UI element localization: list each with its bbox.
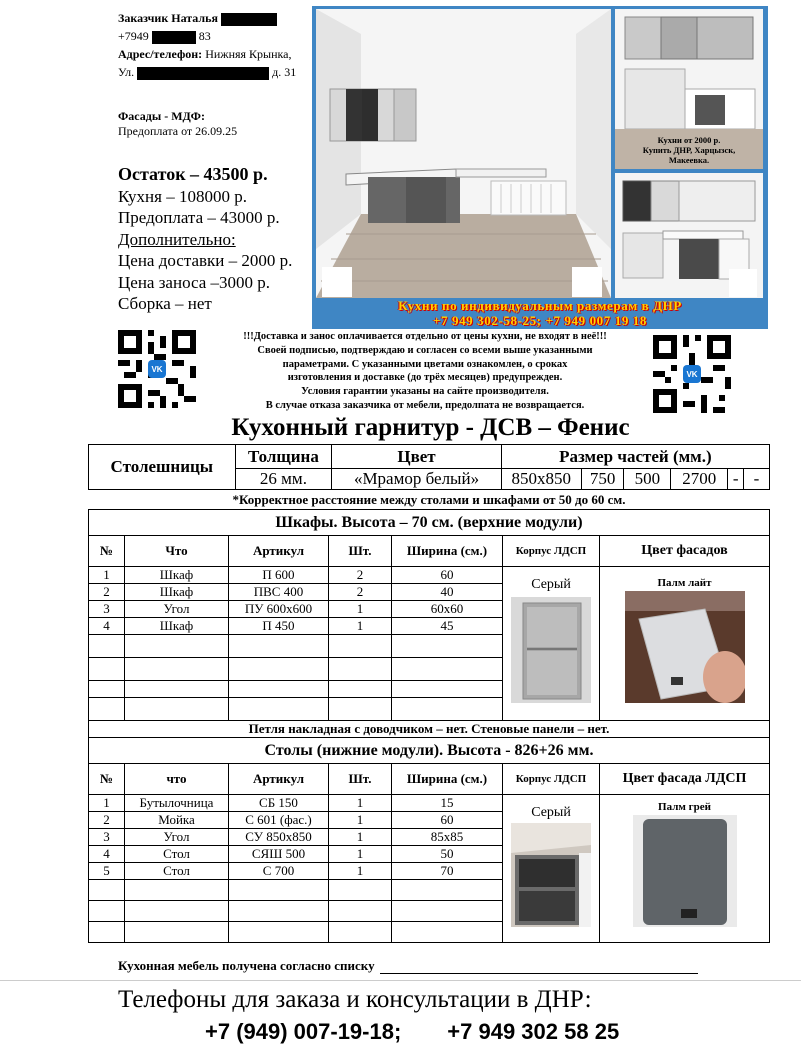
phone-prefix: +7949	[118, 29, 149, 43]
cell: 60	[392, 812, 503, 829]
cell: ПВС 400	[229, 584, 329, 601]
body-swatch-cell	[503, 567, 600, 721]
col-qty: Шт.	[329, 764, 392, 795]
vk-icon: VK	[683, 365, 701, 383]
footer-line1: Телефоны для заказа и консультации в ДНР:	[118, 986, 592, 1013]
prepay-date: Предоплата от 26.09.25	[118, 124, 238, 138]
qr-code-left	[118, 330, 196, 408]
received-line	[118, 958, 738, 974]
col-body: Корпус ЛДСП	[503, 764, 600, 795]
cell: Стол	[125, 863, 229, 880]
cell: 70	[392, 863, 503, 880]
color-value: «Мрамор белый»	[332, 469, 501, 490]
size-part: -	[743, 469, 769, 490]
cell: 1	[89, 567, 125, 584]
kitchen-render-main	[316, 9, 611, 298]
carry-price: Цена заноса –3000 р.	[118, 272, 271, 292]
sticker-line2: Купить ДНР, Харцызск,	[642, 145, 736, 155]
notice-line1: !!!Доставка и занос оплачивается отдельно от цены кухни, не входят в неё!!!	[243, 331, 607, 342]
kitchen-render-bottom	[615, 173, 763, 298]
cell: 2	[89, 584, 125, 601]
additional-label: Дополнительно:	[118, 229, 236, 249]
body-color: Серый	[531, 577, 571, 592]
cell: Угол	[125, 601, 229, 618]
sticker	[615, 135, 763, 165]
totals-block	[118, 164, 292, 315]
col-num: №	[89, 536, 125, 567]
cell: 50	[392, 846, 503, 863]
qr-code-right	[653, 335, 731, 413]
prepayment: Предоплата – 43000 р.	[118, 208, 280, 227]
cell: 1	[329, 863, 392, 880]
color-header: Цвет	[332, 445, 501, 469]
col-what: Что	[125, 536, 229, 567]
notice-block	[205, 330, 645, 413]
assembly: Сборка – нет	[118, 294, 212, 313]
cell: 1	[329, 829, 392, 846]
balance: Остаток – 43500 р.	[118, 164, 268, 184]
cabinet-photo	[511, 823, 591, 927]
cell: 1	[329, 812, 392, 829]
facade-sample-photo	[633, 815, 737, 927]
size-part: 850x850	[501, 469, 581, 490]
cell: Шкаф	[125, 567, 229, 584]
table-row	[89, 567, 770, 584]
banner-line1: Кухни по индивидуальным размерам в ДНР	[398, 298, 682, 313]
cell: Угол	[125, 829, 229, 846]
body-swatch-cell	[503, 795, 600, 943]
col-width: Ширина (см.)	[392, 536, 503, 567]
banner-line2: +7 949 302-58-25; +7 949 007 19 18	[433, 313, 647, 328]
cell: 2	[329, 567, 392, 584]
cell: СУ 850х850	[229, 829, 329, 846]
sizes-header: Размер частей (мм.)	[501, 445, 769, 469]
notice-line4: изготовления и доставке (до трёх месяцев) предупрежден.	[287, 372, 563, 384]
cell: 2	[329, 584, 392, 601]
footer-phone-2: +7 949 302 58 25	[447, 1019, 620, 1044]
cell: 5	[89, 863, 125, 880]
cell: 1	[89, 795, 125, 812]
kitchen-price: Кухня – 108000 р.	[118, 186, 247, 206]
cell: 60	[392, 567, 503, 584]
hinge-note: Петля накладная с доводчиком – нет. Стеновые панели – нет.	[89, 721, 770, 738]
facades-label: Фасады - МДФ:	[118, 109, 205, 123]
cell: С 601 (фас.)	[229, 812, 329, 829]
cabinet-photo	[511, 597, 591, 703]
cell: П 450	[229, 618, 329, 635]
received-label: Кухонная мебель получена согласно списку	[118, 958, 375, 973]
vk-icon: VK	[148, 360, 166, 378]
cell: 45	[392, 618, 503, 635]
upper-modules-table	[88, 509, 770, 943]
cell: Бутылочница	[125, 795, 229, 812]
sticker-line3: Макеевка.	[668, 155, 710, 165]
footer-phone-1: +7 (949) 007-19-18;	[205, 1019, 402, 1044]
cell: Мойка	[125, 812, 229, 829]
body-color: Серый	[531, 805, 571, 820]
size-part: 500	[624, 469, 671, 490]
thickness-header: Толщина	[235, 445, 332, 469]
countertops-table	[88, 444, 770, 490]
kitchen-render-top	[615, 9, 763, 169]
notice-line3: параметрами. С указанными цветами ознакомлен, о сроках	[282, 358, 568, 370]
size-part: -	[728, 469, 744, 490]
cell: 1	[329, 601, 392, 618]
cell: 2	[89, 812, 125, 829]
address-label: Адрес/телефон:	[118, 47, 203, 61]
sticker-line1: Кухни от 2000 р.	[657, 135, 721, 145]
cell: 85х85	[392, 829, 503, 846]
col-num: №	[89, 764, 125, 795]
notice-line5: Условия гарантии указаны на сайте производителя.	[301, 386, 549, 398]
street-label: Ул.	[118, 65, 135, 79]
cell: С 700	[229, 863, 329, 880]
size-part: 750	[581, 469, 624, 490]
cell: 1	[329, 846, 392, 863]
customer-block	[118, 9, 313, 81]
lower-title: Столы (нижние модули). Высота - 826+26 мм.	[89, 738, 770, 764]
cell: 4	[89, 618, 125, 635]
cell: СЯШ 500	[229, 846, 329, 863]
thickness-value: 26 мм.	[235, 469, 332, 490]
cell: 3	[89, 601, 125, 618]
cell: 4	[89, 846, 125, 863]
address-city: Нижняя Крынка,	[205, 47, 292, 61]
col-body: Корпус ЛДСП	[503, 536, 600, 567]
banner-text	[312, 298, 768, 328]
facade-swatch-cell	[600, 567, 770, 721]
facade-color: Палм лайт	[657, 577, 712, 589]
cell: 1	[329, 618, 392, 635]
cell: Шкаф	[125, 618, 229, 635]
cell: П 600	[229, 567, 329, 584]
house: д. 31	[272, 65, 297, 79]
facade-swatch-cell	[600, 795, 770, 943]
footer-phones	[205, 1018, 619, 1046]
facade-color: Палм грей	[658, 801, 711, 813]
notice-line2: Своей подписью, подтверждаю и согласен со всеми выше указанными	[257, 344, 593, 356]
delivery-price: Цена доставки – 2000 р.	[118, 251, 293, 270]
cell: 40	[392, 584, 503, 601]
countertops-label: Столешницы	[89, 445, 236, 490]
cell: 3	[89, 829, 125, 846]
cell: Стол	[125, 846, 229, 863]
cell: 1	[329, 795, 392, 812]
col-width: Ширина (см.)	[392, 764, 503, 795]
signature-line[interactable]	[380, 973, 698, 974]
col-article: Артикул	[229, 764, 329, 795]
distance-note: *Корректное расстояние между столами и шкафами от 50 до 60 см.	[232, 492, 626, 507]
col-qty: Шт.	[329, 536, 392, 567]
page-title: Кухонный гарнитур - ДСВ – Фенис	[231, 414, 630, 441]
cell: 15	[392, 795, 503, 812]
phone-suffix: 83	[198, 29, 211, 43]
cell: Шкаф	[125, 584, 229, 601]
notice-line6: В случае отказа заказчика от мебели, предолпата не возвращается.	[265, 399, 585, 411]
upper-title: Шкафы. Высота – 70 см. (верхние модули)	[89, 510, 770, 536]
size-part: 2700	[671, 469, 728, 490]
col-facade: Цвет фасадов	[600, 536, 770, 567]
facade-sample-photo	[625, 591, 745, 703]
cell: ПУ 600х600	[229, 601, 329, 618]
col-article: Артикул	[229, 536, 329, 567]
kitchen-banner	[312, 6, 768, 329]
cell: 60х60	[392, 601, 503, 618]
cell: СБ 150	[229, 795, 329, 812]
col-facade: Цвет фасада ЛДСП	[600, 764, 770, 795]
col-what: что	[125, 764, 229, 795]
customer-label: Заказчик Наталья	[118, 11, 218, 25]
table-row	[89, 795, 770, 812]
